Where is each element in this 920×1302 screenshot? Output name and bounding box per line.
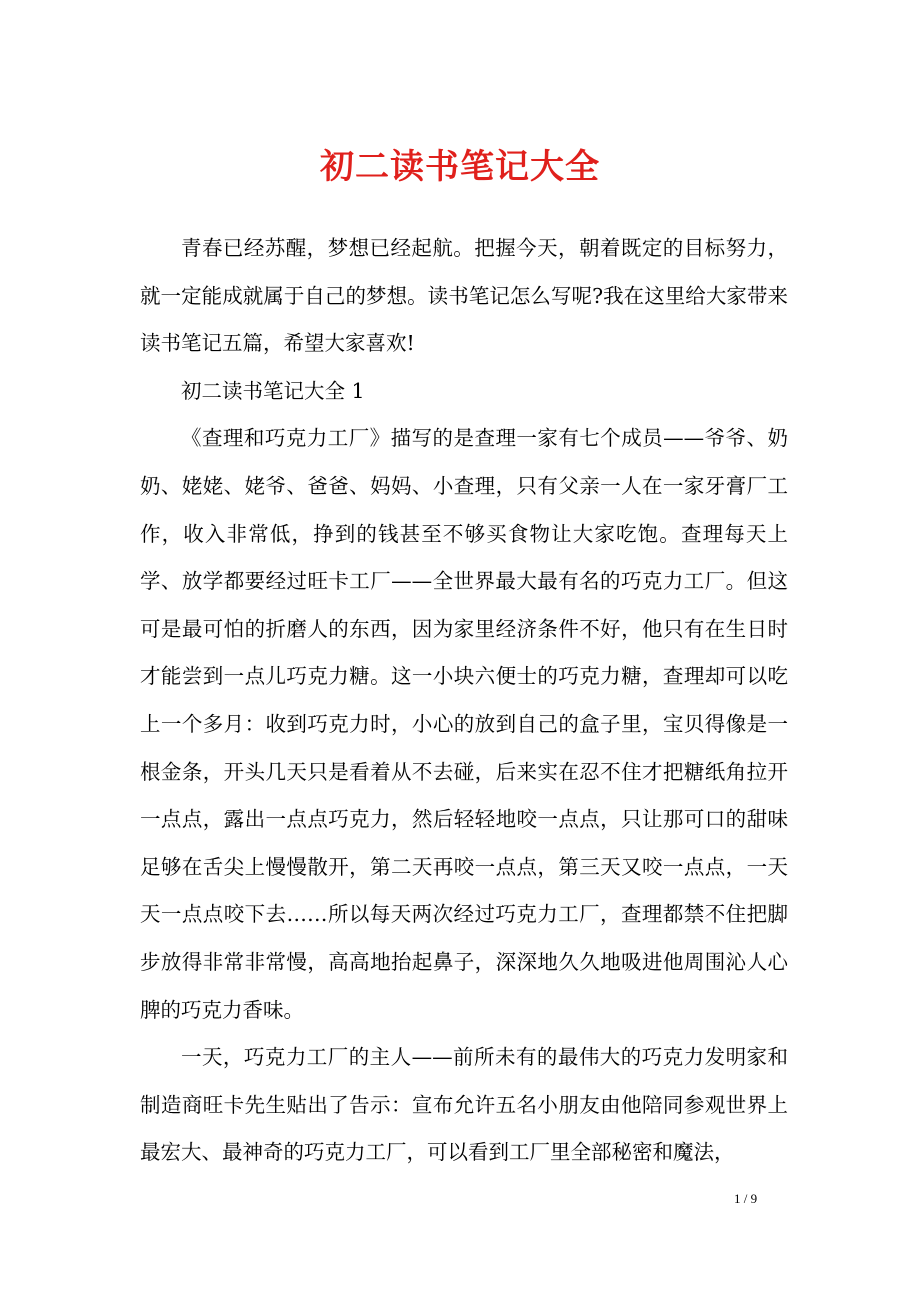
page-number: 1 / 9 <box>734 1191 758 1206</box>
document-title: 初二读书笔记大全 <box>320 147 600 187</box>
intro-paragraph: 青春已经苏醒，梦想已经起航。把握今天，朝着既定的目标努力，就一定能成就属于自己的梦想。读书笔记怎么写呢?我在这里给大家带来读书笔记五篇，希望大家喜欢! <box>140 236 788 356</box>
body-paragraph: 一天，巧克力工厂的主人——前所未有的最伟大的巧克力发明家和制造商旺卡先生贴出了告示：宣布允许五名小朋友由他陪同参观世界上最宏大、最神奇的巧克力工厂，可以看到工厂里全部秘密和魔法， <box>140 1045 788 1165</box>
section-heading: 初二读书笔记大全 1 <box>181 378 365 403</box>
document-body <box>140 225 788 1177</box>
body-paragraph: 《查理和巧克力工厂》描写的是查理一家有七个成员——爷爷、奶奶、姥姥、姥爷、爸爸、妈妈、小查理，只有父亲一人在一家牙膏厂工作，收入非常低，挣到的钱甚至不够买食物让大家吃饱。查理每天上学、放学都要经过旺卡工厂——全世界最大最有名的巧克力工厂。但这可是最可怕的折磨人的东西，因为家里经济条件不好，他只有在生日时才能尝到一点儿巧克力糖。这一小块六便士的巧克力糖，查理却可以吃上一个多月：收到巧克力时，小心的放到自己的盒子里，宝贝得像是一根金条，开头几天只是看着从不去碰，后来实在忍不住才把糖纸角拉开一点点，露出一点点巧克力，然后轻轻地咬一点点，只让那可口的甜味足够在舌尖上慢慢散开，第二天再咬一点点，第三天又咬一点点，一天天一点点咬下去……所以每天两次经过巧克力工厂，查理都禁不住把脚步放得非常非常慢，高高地抬起鼻子，深深地久久地吸进他周围沁人心脾的巧克力香味。 <box>140 426 788 1022</box>
